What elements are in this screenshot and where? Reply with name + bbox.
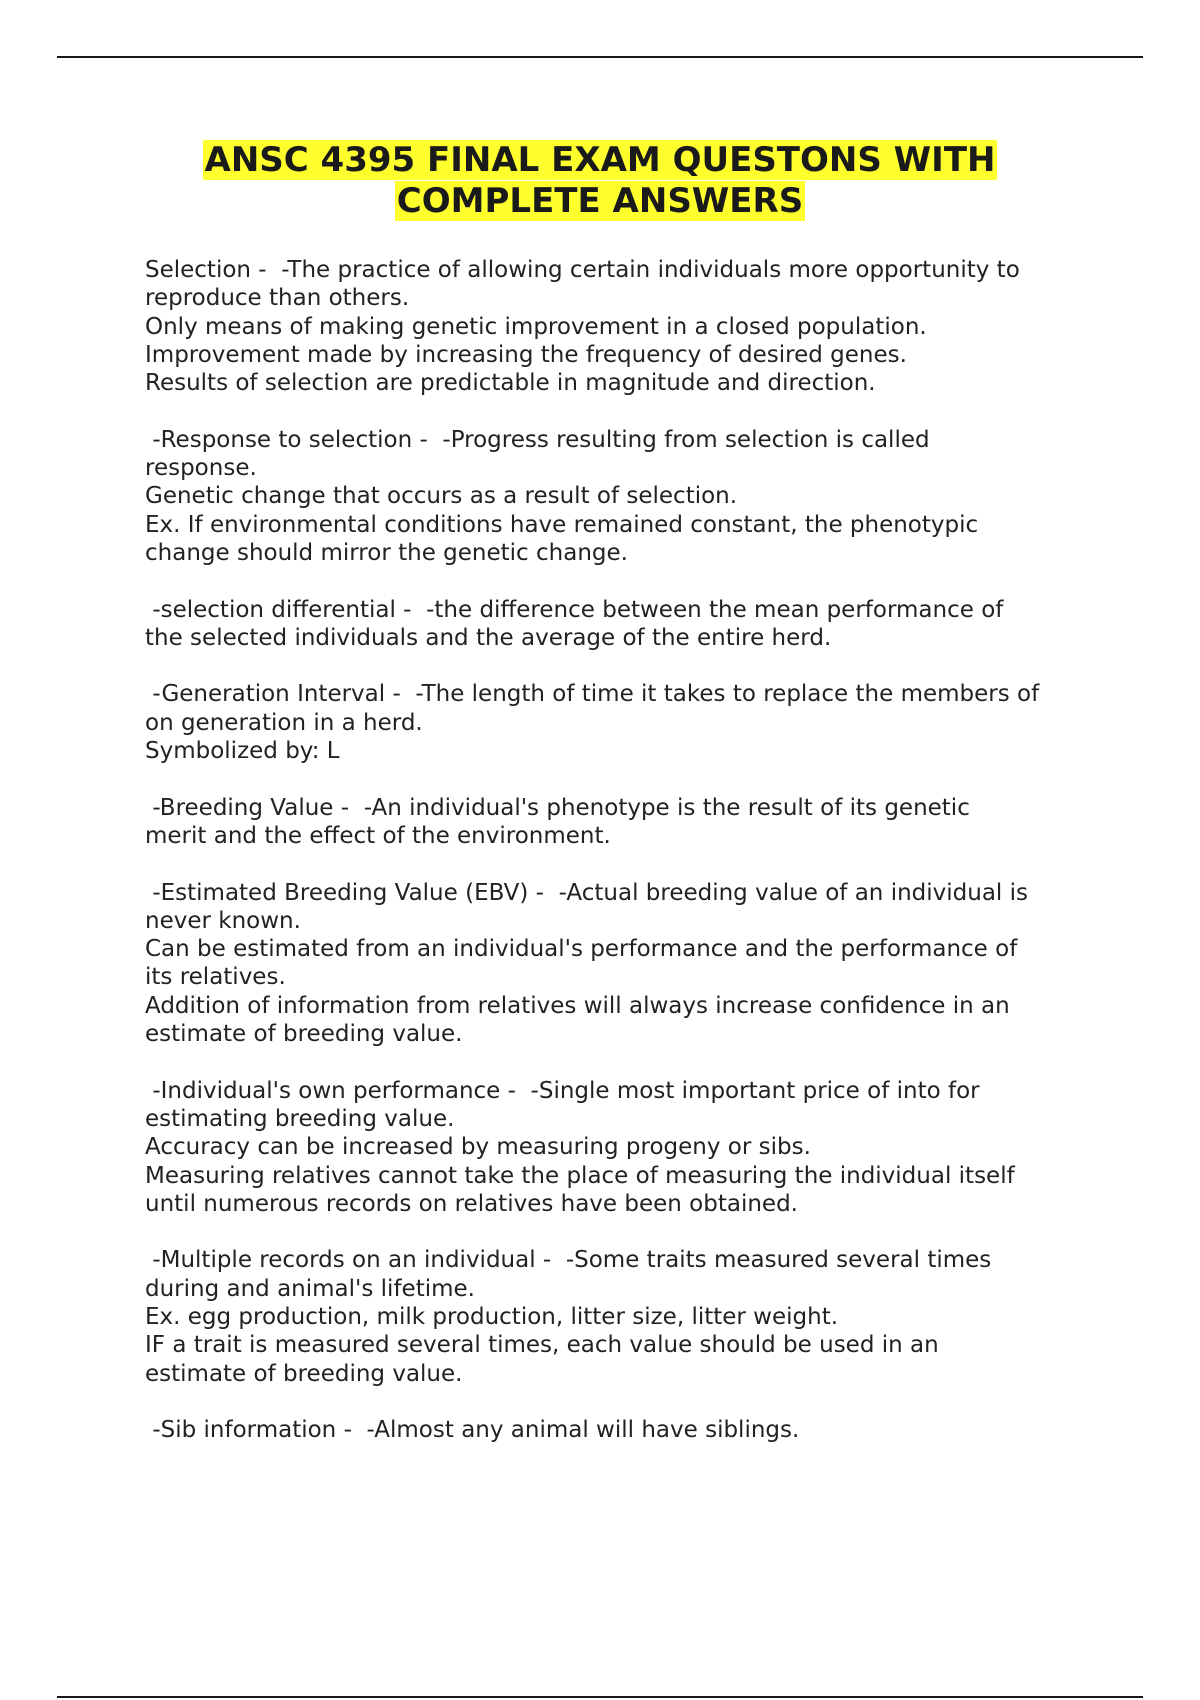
entry-line: estimating breeding value.	[145, 1105, 455, 1132]
entry-line: Accuracy can be increased by measuring progeny or sibs.	[145, 1134, 811, 1161]
document-body	[145, 256, 1105, 1473]
entry-line: Ex. If environmental conditions have remained constant, the phenotypic	[145, 511, 979, 538]
flashcard-entry	[145, 426, 1105, 567]
entry-line: Improvement made by increasing the frequency of desired genes.	[145, 341, 907, 368]
entry-line: estimate of breeding value.	[145, 1021, 463, 1048]
flashcard-entry	[145, 1246, 1105, 1387]
top-rule	[57, 56, 1143, 58]
entry-line: its relatives.	[145, 964, 286, 991]
entry-line: Only means of making genetic improvement in a closed population.	[145, 313, 927, 340]
entry-line: Can be estimated from an individual's performance and the performance of	[145, 936, 1018, 963]
flashcard-entry	[145, 879, 1105, 1049]
entry-line: Measuring relatives cannot take the place of measuring the individual itself	[145, 1162, 1015, 1189]
entry-line: never known.	[145, 907, 301, 934]
entry-line: Genetic change that occurs as a result of selection.	[145, 483, 738, 510]
flashcard-entry	[145, 256, 1105, 397]
entry-line: -Estimated Breeding Value (EBV) - -Actual breeding value of an individual is	[145, 879, 1028, 906]
flashcard-entry	[145, 1077, 1105, 1218]
flashcard-entry	[145, 794, 1105, 851]
document-title	[120, 140, 1080, 222]
entry-line: Symbolized by: L	[145, 738, 340, 765]
entry-line: -Individual's own performance - -Single most important price of into for	[145, 1077, 980, 1104]
title-line-2: COMPLETE ANSWERS	[396, 181, 804, 221]
entry-line: Addition of information from relatives will always increase confidence in an	[145, 992, 1010, 1019]
title-line-1: ANSC 4395 FINAL EXAM QUESTONS WITH	[204, 140, 996, 180]
entry-line: on generation in a herd.	[145, 709, 423, 736]
entry-line: IF a trait is measured several times, each value should be used in an	[145, 1332, 939, 1359]
entry-line: until numerous records on relatives have been obtained.	[145, 1190, 798, 1217]
entry-line: estimate of breeding value.	[145, 1360, 463, 1387]
entry-line: the selected individuals and the average of the entire herd.	[145, 624, 832, 651]
entry-line: Selection - -The practice of allowing certain individuals more opportunity to	[145, 257, 1020, 283]
entry-line: during and animal's lifetime.	[145, 1275, 475, 1302]
entry-line: -Multiple records on an individual - -Some traits measured several times	[145, 1247, 992, 1274]
entry-line: -Generation Interval - -The length of time it takes to replace the members of	[145, 681, 1040, 708]
entry-line: -Breeding Value - -An individual's phenotype is the result of its genetic	[145, 794, 970, 821]
entry-line: Results of selection are predictable in magnitude and direction.	[145, 370, 876, 397]
entry-line: response.	[145, 455, 257, 482]
entry-line: Ex. egg production, milk production, litter size, litter weight.	[145, 1303, 839, 1330]
flashcard-entry	[145, 596, 1105, 653]
entry-line: change should mirror the genetic change.	[145, 539, 628, 566]
flashcard-entry	[145, 1416, 1105, 1444]
entry-line: -Sib information - -Almost any animal will have siblings.	[145, 1417, 800, 1444]
flashcard-entry	[145, 680, 1105, 765]
entry-line: reproduce than others.	[145, 285, 410, 312]
bottom-rule	[57, 1696, 1143, 1698]
entry-line: merit and the effect of the environment.	[145, 822, 611, 849]
entry-line: -Response to selection - -Progress resulting from selection is called	[145, 426, 930, 453]
entry-line: -selection differential - -the difference between the mean performance of	[145, 596, 1004, 623]
